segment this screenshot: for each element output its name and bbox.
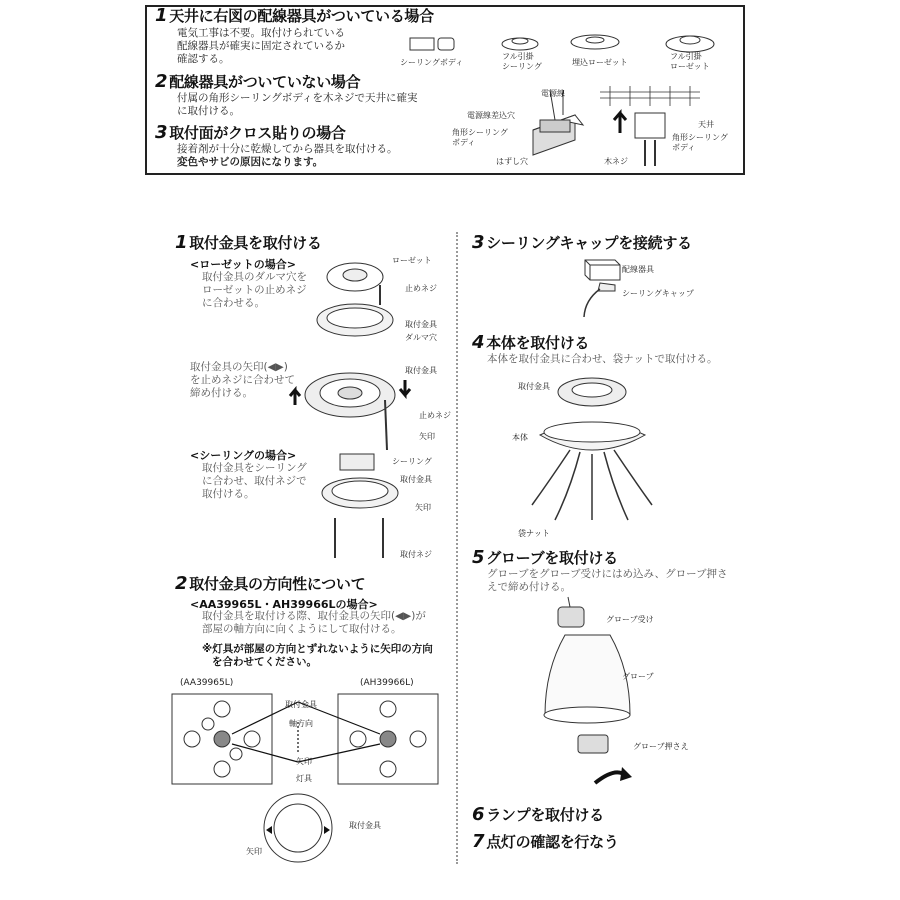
step2-text: 取付金具を取付ける際、取付金具の矢印(◀▶)が 部屋の軸方向に向くようにして取付ける。 — [202, 610, 426, 635]
device-label-sealing-body: シーリングボディ — [400, 58, 464, 67]
arrow-alignment-text: 取付金具の矢印(◀▶) を止めネジに合わせて 締め付ける。 — [190, 361, 295, 399]
device-label-full-rosette: フル引掛 ローゼット — [670, 52, 710, 71]
label-stop-screw-2: 止めネジ — [419, 411, 451, 420]
rosette-bracket-illustration — [305, 255, 410, 355]
label-axis-direction: 軸方向 — [289, 719, 313, 728]
step4-text: 本体を取付金具に合わせ、袋ナットで取付ける。 — [487, 353, 718, 365]
rosette-case-text: 取付金具のダルマ穴を ローゼットの止めネジ に合わせる。 — [202, 271, 307, 309]
label-globe-receiver: グローブ受け — [606, 615, 654, 624]
step6-heading: 6 ランプを取付ける — [472, 804, 604, 825]
ceiling-bracket-illustration — [315, 448, 405, 578]
label-ceiling-device: シーリング — [392, 457, 432, 466]
prep-heading-3: 3 取付面がクロス貼りの場合 — [155, 122, 346, 143]
ceiling-case-heading: <シーリングの場合> — [190, 449, 297, 462]
prep-heading-1: 1 天井に右図の配線器具がついている場合 — [155, 5, 434, 26]
label-bracket-3: 取付金具 — [400, 475, 432, 484]
body-attachment-illustration — [530, 370, 660, 540]
model-label-left: (AA39965L) — [180, 678, 234, 688]
device-label-embedded-rosette: 埋込ローゼット — [572, 58, 628, 67]
label-bracket-body: 取付金具 — [518, 382, 550, 391]
label-square-body-left: 角形シーリング ボディ — [452, 128, 508, 147]
prep-text-2: 付属の角形シーリングボディを木ネジで天井に確実 に取付ける。 — [177, 92, 418, 117]
device-label-full-ceiling: フル引掛 シーリング — [502, 52, 542, 71]
rosette-case-heading: <ローゼットの場合> — [190, 258, 296, 271]
label-wood-screw: 木ネジ — [604, 157, 628, 166]
label-arrow-1: 矢印 — [419, 432, 435, 441]
label-square-body-right: 角形シーリング ボディ — [672, 133, 728, 152]
step7-heading: 7 点灯の確認を行なう — [472, 831, 619, 852]
label-mount-screw: 取付ネジ — [400, 550, 432, 559]
label-daruma-hole: ダルマ穴 — [405, 333, 437, 342]
step2-note: ※灯具が部屋の方向とずれないように矢印の方向 を合わせてください。 — [202, 643, 433, 668]
label-arrow-top: 矢印 — [246, 847, 262, 856]
label-bracket-1: 取付金具 — [405, 320, 437, 329]
label-rosette: ローゼット — [392, 256, 432, 265]
label-globe-presser: グローブ押さえ — [633, 742, 689, 751]
ceiling-case-text: 取付金具をシーリング に合わせ、取付ネジで 取付ける。 — [202, 462, 307, 500]
label-arrow-orientation: 矢印 — [296, 757, 312, 766]
model-label-right: (AH39966L) — [360, 678, 414, 688]
label-release-hole: はずし穴 — [496, 157, 528, 166]
label-power-line: 電源線 — [541, 89, 565, 98]
ceiling-cap-illustration — [570, 255, 630, 320]
column-divider — [456, 232, 458, 864]
prep-text-3: 接着剤が十分に乾燥してから器具を取付ける。 変色やサビの原因になります。 — [177, 143, 398, 168]
label-globe: グローブ — [622, 672, 654, 681]
label-bracket-2: 取付金具 — [405, 366, 437, 375]
label-cap-nut: 袋ナット — [518, 529, 550, 538]
label-ceiling: 天井 — [698, 120, 714, 129]
label-body: 本体 — [512, 433, 528, 442]
bracket-top-view — [258, 790, 338, 865]
arrow-alignment-illustration — [285, 360, 415, 455]
label-power-hole: 電源線差込穴 — [467, 111, 515, 120]
step5-heading: 5 グローブを取付ける — [472, 547, 618, 568]
step2-subheading: <AA39965L・AH39966Lの場合> — [190, 598, 378, 611]
step1-heading: 1 取付金具を取付ける — [175, 232, 322, 253]
step2-heading: 2 取付金具の方向性について — [175, 573, 366, 594]
label-bracket-top: 取付金具 — [349, 821, 381, 830]
label-bracket-orientation: 取付金具 — [285, 700, 317, 709]
step4-heading: 4 本体を取付ける — [472, 332, 590, 353]
step3-heading: 3 シーリングキャップを接続する — [472, 232, 692, 253]
step5-text: グローブをグローブ受けにはめ込み、グローブ押さ えで締め付ける。 — [487, 568, 728, 593]
prep-heading-2: 2 配線器具がついていない場合 — [155, 71, 361, 92]
label-stop-screw-1: 止めネジ — [405, 284, 437, 293]
label-ceiling-cap: シーリングキャップ — [622, 289, 694, 298]
label-wiring-device: 配線器具 — [622, 265, 654, 274]
label-lamp: 灯具 — [296, 774, 312, 783]
label-arrow-2: 矢印 — [415, 503, 431, 512]
prep-text-1: 電気工事は不要。取付けられている 配線器具が確実に固定されているか 確認する。 — [177, 27, 345, 65]
